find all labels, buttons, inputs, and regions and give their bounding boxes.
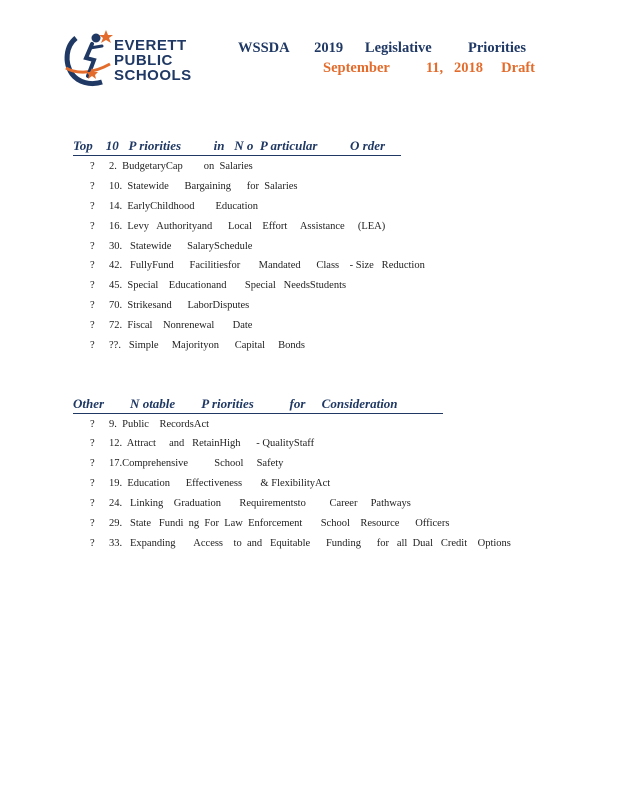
list-item-text: 70. Strikesand LaborDisputes (109, 300, 250, 311)
list-item-text: 17.Comprehensive School Safety (109, 458, 284, 469)
document-subtitle: September 11, 2018 Draft (323, 60, 535, 76)
bullet-icon: ? (90, 438, 95, 449)
list-item-text: 29. State Fundi ng For Law Enforcement School Resource Officers (109, 518, 450, 529)
logo-line-2: PUBLIC (114, 52, 173, 69)
list-item (90, 201, 258, 212)
bullet-icon: ? (90, 300, 95, 311)
list-item (90, 438, 314, 449)
list-item (90, 300, 249, 311)
list-item-text: ??. Simple Majorityon Capital Bonds (109, 340, 305, 351)
everett-public-schools-logo (62, 28, 202, 90)
bullet-icon: ? (90, 458, 95, 469)
section-heading-other-priorities: Other N otable P riorities for Consideration (73, 396, 443, 414)
list-item-text: 24. Linking Graduation Requirementsto Career Pathways (109, 498, 411, 509)
document-title: WSSDA 2019 Legislative Priorities (238, 40, 526, 56)
list-item (90, 241, 252, 252)
list-item (90, 161, 253, 172)
bullet-icon: ? (90, 161, 95, 172)
bullet-icon: ? (90, 201, 95, 212)
list-item (90, 518, 449, 529)
bullet-icon: ? (90, 241, 95, 252)
bullet-icon: ? (90, 340, 95, 351)
bullet-icon: ? (90, 498, 95, 509)
list-item-text: 45. Special Educationand Special NeedsStudents (109, 280, 347, 291)
bullet-icon: ? (90, 518, 95, 529)
list-item (90, 320, 252, 331)
list-item-text: 33. Expanding Access to and Equitable Funding for all Dual Credit Options (109, 538, 511, 549)
list-item-text: 42. FullyFund Facilitiesfor Mandated Class - Size Reduction (109, 260, 425, 271)
bullet-icon: ? (90, 181, 95, 192)
list-item (90, 538, 511, 549)
list-item (90, 221, 385, 232)
list-item-text: 2. BudgetaryCap on Salaries (109, 161, 253, 172)
list-item (90, 498, 411, 509)
list-item (90, 458, 283, 469)
bullet-icon: ? (90, 260, 95, 271)
logo-line-1: EVERETT (114, 37, 187, 54)
bullet-icon: ? (90, 280, 95, 291)
bullet-icon: ? (90, 320, 95, 331)
section-heading-top-priorities: Top 10 P riorities in N o P articular O rder (73, 138, 401, 156)
logo-wordmark (114, 38, 192, 83)
bullet-icon: ? (90, 419, 95, 430)
list-item-text: 16. Levy Authorityand Local Effort Assistance (LEA) (109, 221, 386, 232)
bullet-icon: ? (90, 478, 95, 489)
list-item (90, 181, 297, 192)
runner-star-icon (62, 28, 114, 90)
list-item (90, 260, 425, 271)
logo-line-3: SCHOOLS (114, 67, 192, 84)
list-item (90, 340, 305, 351)
list-item (90, 419, 209, 430)
bullet-icon: ? (90, 538, 95, 549)
list-item-text: 72. Fiscal Nonrenewal Date (109, 320, 253, 331)
list-item-text: 9. Public RecordsAct (109, 419, 210, 430)
list-item-text: 14. EarlyChildhood Education (109, 201, 259, 212)
list-item-text: 30. Statewide SalarySchedule (109, 241, 253, 252)
list-item (90, 478, 330, 489)
list-item-text: 10. Statewide Bargaining for Salaries (109, 181, 298, 192)
list-item-text: 12. Attract and RetainHigh - QualityStaff (109, 438, 315, 449)
list-item-text: 19. Education Effectiveness & FlexibilityAct (109, 478, 331, 489)
list-item (90, 280, 346, 291)
bullet-icon: ? (90, 221, 95, 232)
